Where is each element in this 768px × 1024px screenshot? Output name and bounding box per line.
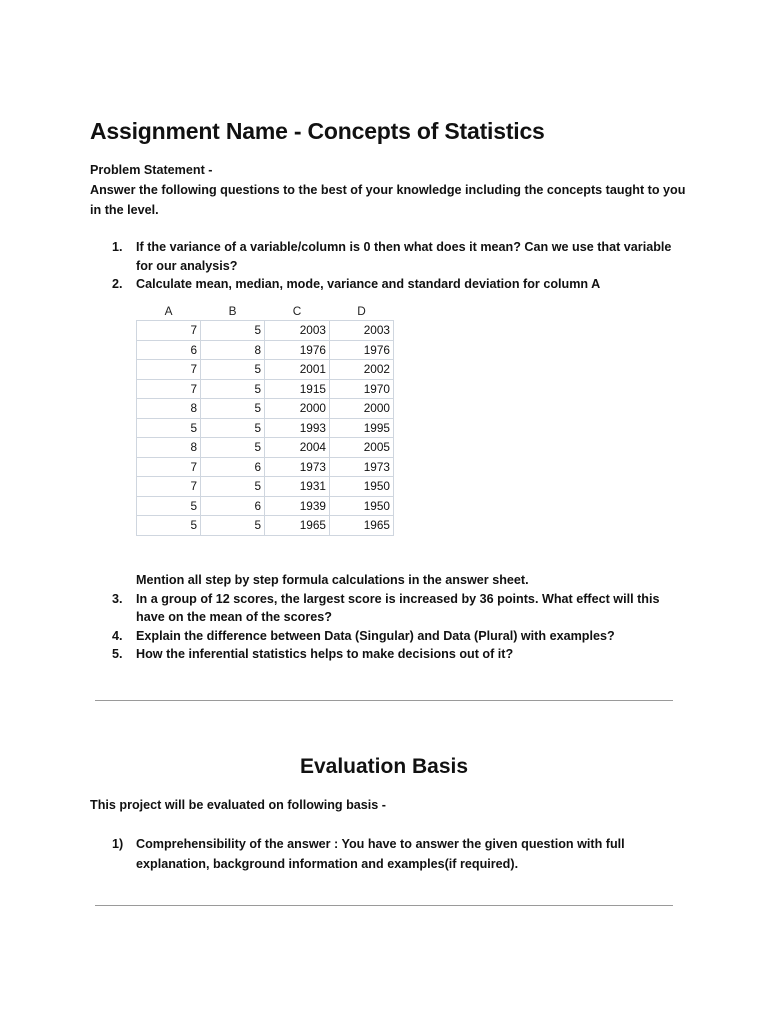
evaluation-item	[90, 834, 690, 874]
table-cell: 5	[201, 360, 265, 380]
table-cell: 5	[201, 321, 265, 341]
question-item	[90, 590, 690, 627]
table-cell: 5	[137, 418, 201, 438]
table-cell: 6	[201, 496, 265, 516]
evaluation-list	[90, 834, 690, 874]
data-table	[136, 302, 394, 536]
table-cell: 1915	[265, 379, 330, 399]
column-header: A	[164, 304, 173, 318]
assignment-title: Assignment Name - Concepts of Statistics	[90, 118, 545, 144]
question-number: 1.	[112, 240, 123, 254]
question-item	[90, 627, 690, 646]
problem-statement-label: Problem Statement -	[90, 163, 213, 177]
table-cell: 1976	[265, 340, 330, 360]
question-item	[90, 275, 690, 294]
table-cell: 2005	[330, 438, 394, 458]
table-cell: 5	[201, 418, 265, 438]
table-cell: 1995	[330, 418, 394, 438]
table-row	[137, 418, 394, 438]
table-cell: 1973	[265, 457, 330, 477]
table-cell: 2002	[330, 360, 394, 380]
table-cell: 5	[137, 516, 201, 536]
table-cell: 1973	[330, 457, 394, 477]
instruction-note	[90, 571, 690, 590]
question-list-top	[90, 238, 690, 294]
table-cell: 7	[137, 360, 201, 380]
table-cell: 8	[137, 438, 201, 458]
table-cell: 5	[201, 379, 265, 399]
table-cell: 7	[137, 321, 201, 341]
table-cell: 1939	[265, 496, 330, 516]
table-row	[137, 321, 394, 341]
question-item	[90, 645, 690, 664]
table-cell: 6	[201, 457, 265, 477]
table-cell: 5	[201, 399, 265, 419]
table-body	[137, 321, 394, 536]
question-text: Calculate mean, median, mode, variance and standard deviation for column A	[136, 277, 601, 291]
question-number: 5.	[112, 647, 123, 661]
evaluation-intro: This project will be evaluated on following basis -	[90, 798, 386, 812]
table-cell: 1950	[330, 477, 394, 497]
column-header: B	[228, 304, 237, 318]
table-cell: 2004	[265, 438, 330, 458]
question-text: If the variance of a variable/column is 0 then what does it mean? Can we use that variable for our analysis?	[136, 240, 672, 273]
table-cell: 1965	[265, 516, 330, 536]
table-cell: 1950	[330, 496, 394, 516]
instruction-text: Mention all step by step formula calculations in the answer sheet.	[136, 573, 529, 587]
question-text: How the inferential statistics helps to make decisions out of it?	[136, 647, 514, 661]
question-text: In a group of 12 scores, the largest score is increased by 36 points. What effect will this have on the mean of the scores?	[136, 591, 660, 624]
table-cell: 7	[137, 477, 201, 497]
table-cell: 8	[137, 399, 201, 419]
question-number: 4.	[112, 628, 123, 643]
table-row	[137, 496, 394, 516]
section-divider	[95, 700, 673, 701]
table-cell: 7	[137, 457, 201, 477]
question-number: 2.	[112, 277, 123, 291]
table-cell: 1970	[330, 379, 394, 399]
evaluation-number: 1)	[112, 837, 124, 851]
table-row	[137, 340, 394, 360]
column-header: D	[357, 304, 366, 318]
column-header: C	[292, 304, 302, 318]
table-cell: 2003	[265, 321, 330, 341]
table-row	[137, 477, 394, 497]
table-cell: 1976	[330, 340, 394, 360]
problem-statement-text: Answer the following questions to the best of your knowledge including the concepts taught to you in the level.	[90, 183, 686, 217]
section-divider	[95, 905, 673, 906]
table-cell: 5	[137, 496, 201, 516]
table-cell: 2000	[330, 399, 394, 419]
table-cell: 5	[201, 438, 265, 458]
table-cell: 8	[201, 340, 265, 360]
table-cell: 5	[201, 516, 265, 536]
table-cell: 2003	[330, 321, 394, 341]
table-row	[137, 516, 394, 536]
table-cell: 1931	[265, 477, 330, 497]
evaluation-text: Comprehensibility of the answer : You have to answer the given question with full explanation, background information and examples(if required).	[136, 837, 625, 871]
table-row	[137, 438, 394, 458]
table-row	[137, 457, 394, 477]
evaluation-title: Evaluation Basis	[299, 755, 469, 778]
question-item	[90, 238, 690, 275]
question-number: 3.	[112, 591, 123, 606]
table-row	[137, 360, 394, 380]
question-list-bottom	[90, 571, 690, 664]
table-cell: 7	[137, 379, 201, 399]
table-cell: 2000	[265, 399, 330, 419]
table-row	[137, 399, 394, 419]
table-cell: 6	[137, 340, 201, 360]
table-cell: 1965	[330, 516, 394, 536]
question-text: Explain the difference between Data (Singular) and Data (Plural) with examples?	[136, 628, 615, 643]
table-cell: 2001	[265, 360, 330, 380]
table-row	[137, 379, 394, 399]
table-cell: 1993	[265, 418, 330, 438]
table-header-row	[137, 302, 394, 321]
table-cell: 5	[201, 477, 265, 497]
